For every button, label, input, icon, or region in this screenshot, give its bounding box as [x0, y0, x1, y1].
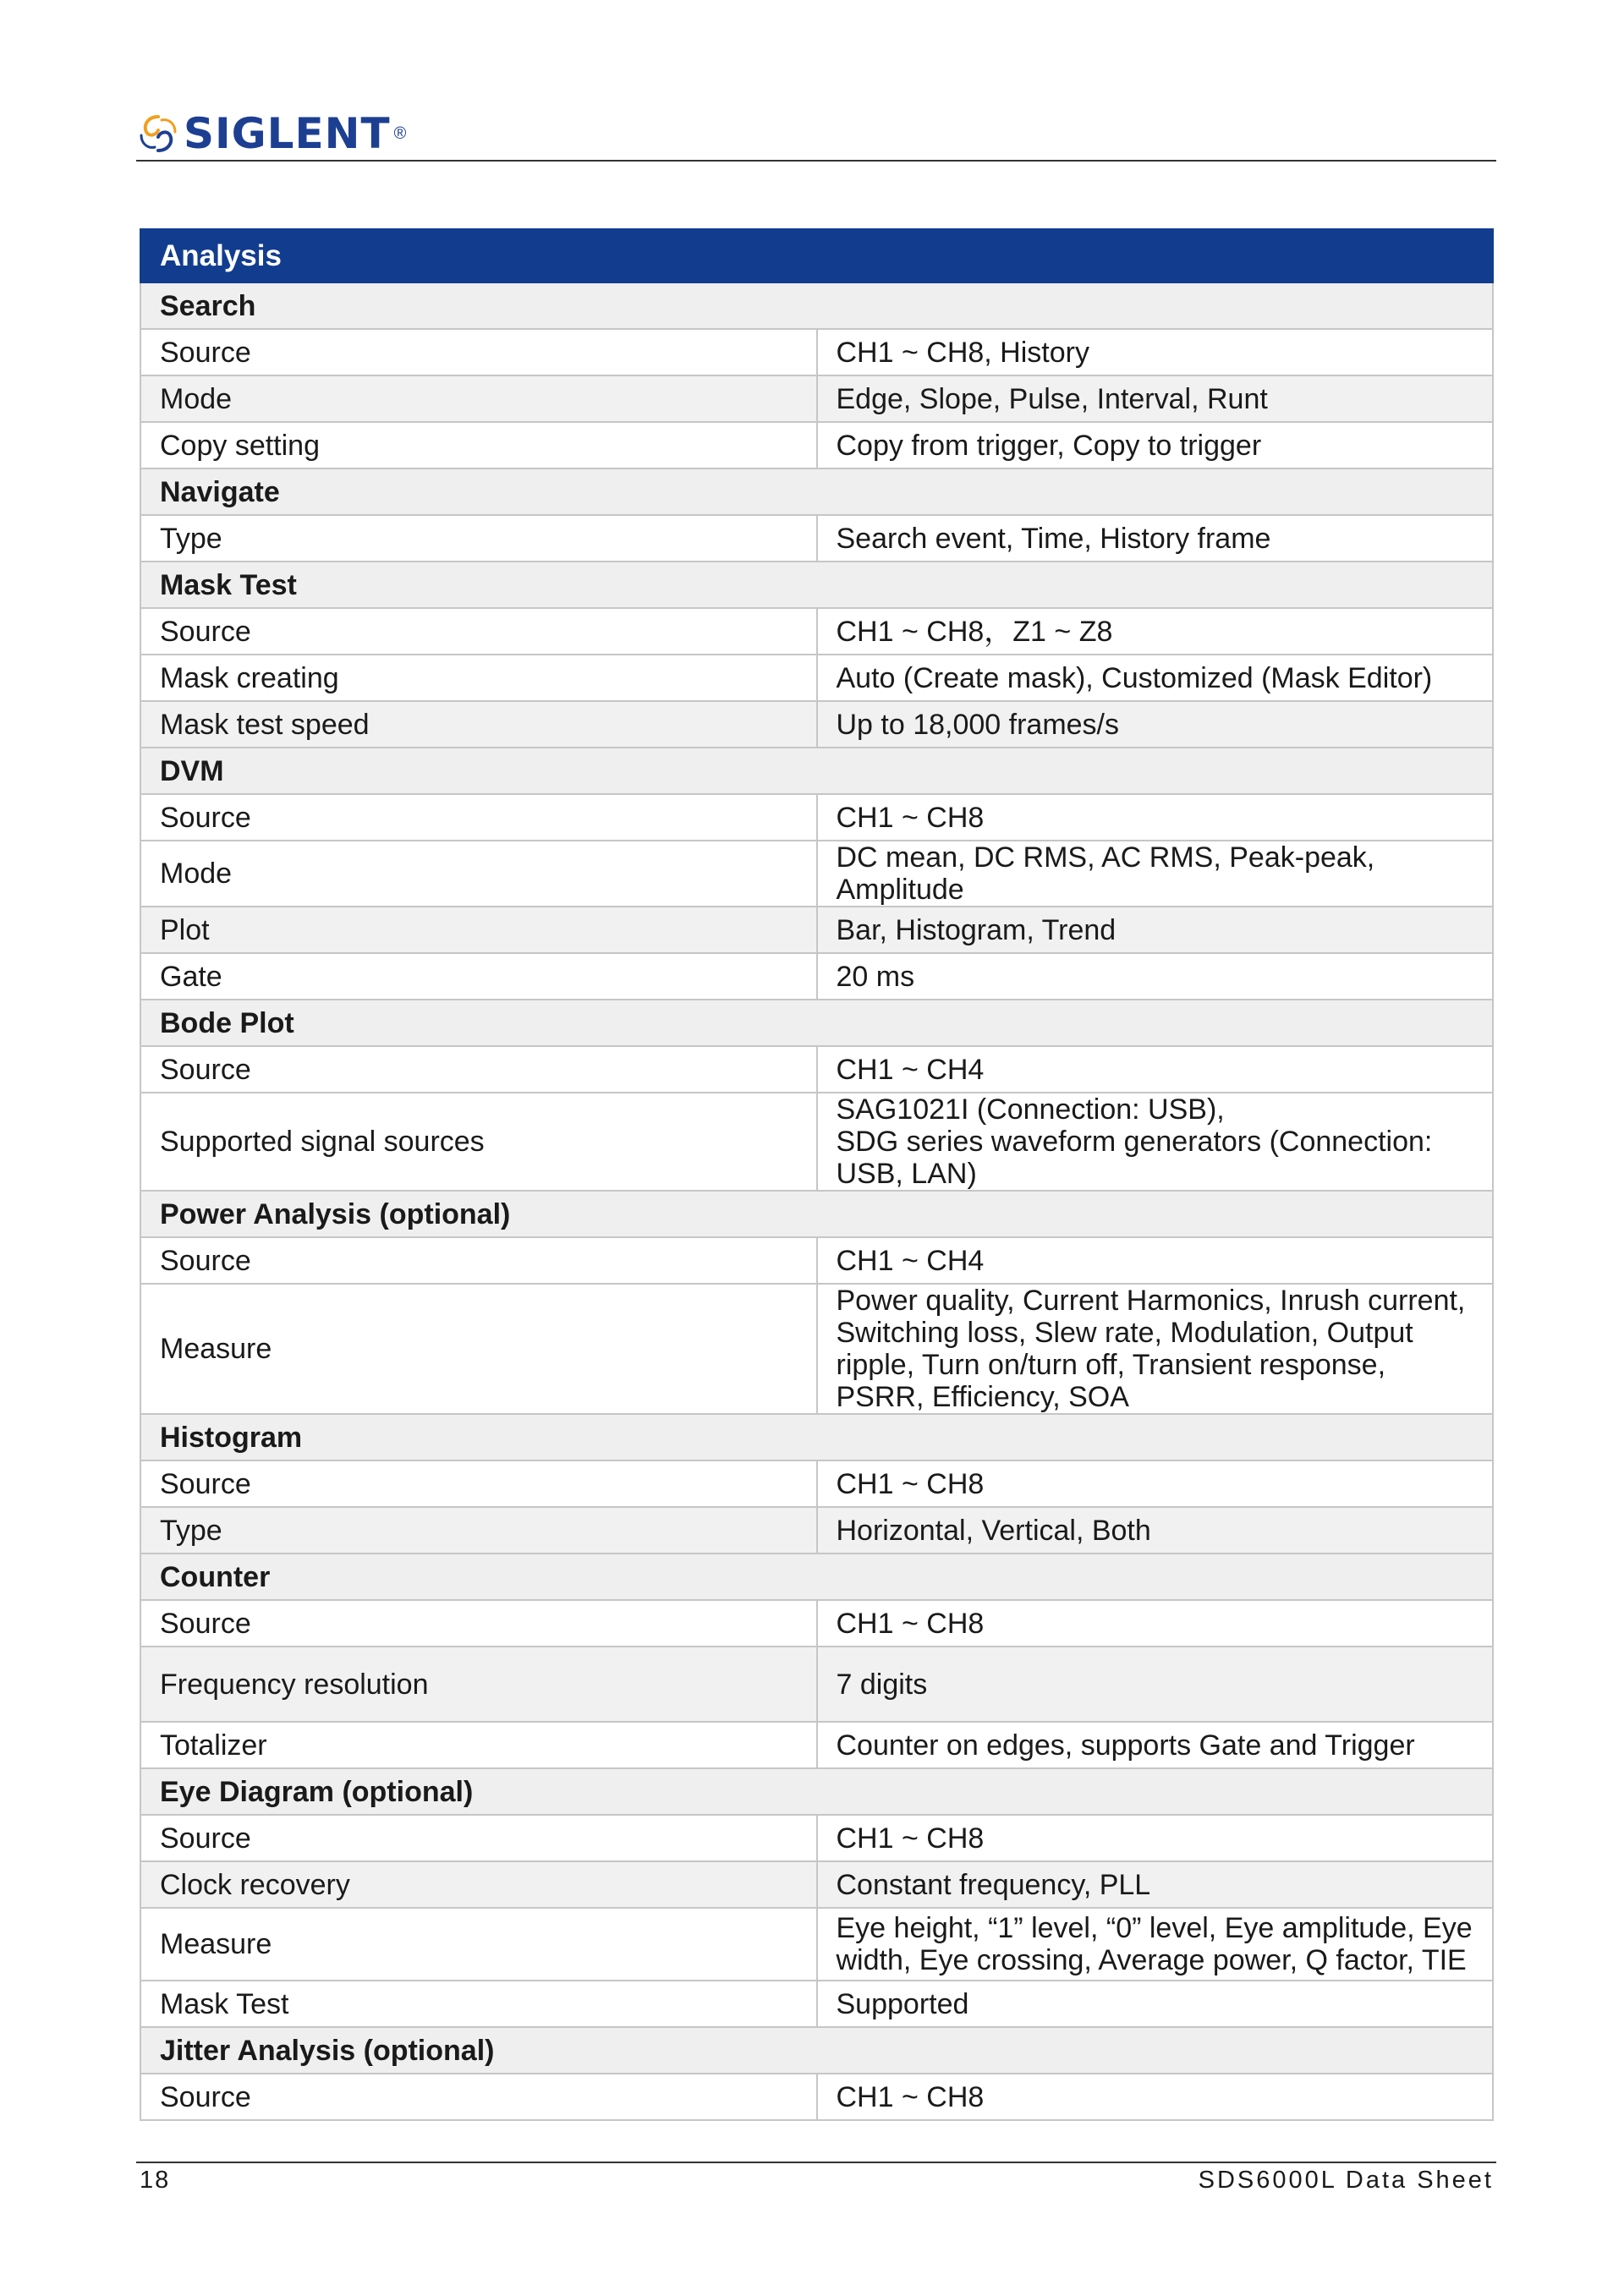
spec-value: CH1 ~ CH4 — [817, 1237, 1494, 1284]
spec-value: Search event, Time, History frame — [817, 515, 1494, 562]
siglent-swirl-icon — [138, 113, 178, 154]
spec-label: Type — [140, 515, 817, 562]
table-row — [140, 375, 1493, 422]
spec-label: Clock recovery — [140, 1861, 817, 1908]
spec-value: CH1 ~ CH8，Z1 ~ Z8 — [817, 608, 1494, 655]
table-row — [140, 2074, 1493, 2120]
spec-label: Source — [140, 1237, 817, 1284]
spec-value: CH1 ~ CH8 — [817, 1815, 1494, 1861]
section-title: Eye Diagram (optional) — [140, 1768, 1493, 1815]
section-header-row — [140, 1191, 1493, 1237]
section-title: Jitter Analysis (optional) — [140, 2027, 1493, 2074]
registered-mark: ® — [393, 123, 407, 143]
table-row — [140, 422, 1493, 469]
spec-value: Edge, Slope, Pulse, Interval, Runt — [817, 375, 1494, 422]
spec-value: Eye height, “1” level, “0” level, Eye amplitude, Eye width, Eye crossing, Average power, Q factor, TIE — [817, 1908, 1494, 1981]
spec-value: Constant frequency, PLL — [817, 1861, 1494, 1908]
table-title-row — [140, 229, 1493, 282]
spec-label: Mask Test — [140, 1981, 817, 2027]
spec-label: Copy setting — [140, 422, 817, 469]
table-row — [140, 655, 1493, 701]
siglent-logo — [138, 110, 406, 157]
spec-label: Source — [140, 1046, 817, 1093]
spec-label: Gate — [140, 953, 817, 1000]
table-row — [140, 1815, 1493, 1861]
spec-value: CH1 ~ CH8 — [817, 1460, 1494, 1507]
spec-value: Auto (Create mask), Customized (Mask Editor) — [817, 655, 1494, 701]
spec-value: CH1 ~ CH8 — [817, 1600, 1494, 1647]
header-rule — [136, 160, 1496, 162]
table-row — [140, 608, 1493, 655]
spec-value: CH1 ~ CH8 — [817, 794, 1494, 841]
spec-value: Horizontal, Vertical, Both — [817, 1507, 1494, 1553]
spec-value: 20 ms — [817, 953, 1494, 1000]
section-header-row — [140, 469, 1493, 515]
section-title: Counter — [140, 1553, 1493, 1600]
section-header-row — [140, 1000, 1493, 1046]
spec-value: Supported — [817, 1981, 1494, 2027]
section-header-row — [140, 562, 1493, 608]
logo-wordmark: SIGLENT — [184, 109, 391, 158]
section-title: Navigate — [140, 469, 1493, 515]
section-header-row — [140, 1553, 1493, 1600]
spec-label: Measure — [140, 1908, 817, 1981]
spec-label: Source — [140, 1600, 817, 1647]
section-title: DVM — [140, 748, 1493, 794]
spec-value: SAG1021I (Connection: USB), SDG series waveform generators (Connection: USB, LAN) — [817, 1093, 1494, 1191]
footer-rule — [136, 2162, 1496, 2163]
section-title: Search — [140, 282, 1493, 329]
spec-value: CH1 ~ CH4 — [817, 1046, 1494, 1093]
spec-label: Source — [140, 329, 817, 375]
table-row — [140, 1460, 1493, 1507]
spec-value: Bar, Histogram, Trend — [817, 907, 1494, 953]
spec-value: Power quality, Current Harmonics, Inrush current, Switching loss, Slew rate, Modulation, Output ripple, Turn on/turn off, Transient response, PSRR, Efficiency, SOA — [817, 1284, 1494, 1414]
section-title: Bode Plot — [140, 1000, 1493, 1046]
spec-value: Copy from trigger, Copy to trigger — [817, 422, 1494, 469]
table-row — [140, 1237, 1493, 1284]
section-title: Mask Test — [140, 562, 1493, 608]
table-row — [140, 794, 1493, 841]
table-row — [140, 907, 1493, 953]
spec-label: Source — [140, 1460, 817, 1507]
table-row — [140, 701, 1493, 748]
page-number: 18 — [140, 2167, 171, 2194]
spec-value: DC mean, DC RMS, AC RMS, Peak-peak, Amplitude — [817, 841, 1494, 907]
spec-label: Source — [140, 1815, 817, 1861]
section-title: Histogram — [140, 1414, 1493, 1460]
table-row — [140, 1908, 1493, 1981]
spec-label: Frequency resolution — [140, 1647, 817, 1722]
spec-label: Supported signal sources — [140, 1093, 817, 1191]
spec-label: Measure — [140, 1284, 817, 1414]
table-title: Analysis — [140, 229, 1493, 282]
table-row — [140, 841, 1493, 907]
section-header-row — [140, 748, 1493, 794]
spec-label: Mask creating — [140, 655, 817, 701]
spec-value: Up to 18,000 frames/s — [817, 701, 1494, 748]
section-header-row — [140, 282, 1493, 329]
table-row — [140, 1861, 1493, 1908]
table-row — [140, 1600, 1493, 1647]
table-row — [140, 1093, 1493, 1191]
spec-label: Plot — [140, 907, 817, 953]
table-row — [140, 1647, 1493, 1722]
spec-label: Mode — [140, 375, 817, 422]
analysis-spec-table — [140, 228, 1494, 2121]
spec-value: CH1 ~ CH8, History — [817, 329, 1494, 375]
section-header-row — [140, 1414, 1493, 1460]
table-row — [140, 1507, 1493, 1553]
table-row — [140, 1046, 1493, 1093]
table-row — [140, 1284, 1493, 1414]
spec-label: Totalizer — [140, 1722, 817, 1768]
spec-label: Mode — [140, 841, 817, 907]
table-row — [140, 329, 1493, 375]
spec-value: CH1 ~ CH8 — [817, 2074, 1494, 2120]
spec-value: 7 digits — [817, 1647, 1494, 1722]
table-row — [140, 1981, 1493, 2027]
section-header-row — [140, 1768, 1493, 1815]
document-name: SDS6000L Data Sheet — [1198, 2167, 1494, 2194]
spec-label: Type — [140, 1507, 817, 1553]
spec-label: Source — [140, 608, 817, 655]
spec-label: Source — [140, 794, 817, 841]
spec-value: Counter on edges, supports Gate and Trigger — [817, 1722, 1494, 1768]
table-row — [140, 515, 1493, 562]
spec-label: Mask test speed — [140, 701, 817, 748]
spec-label: Source — [140, 2074, 817, 2120]
table-row — [140, 1722, 1493, 1768]
section-title: Power Analysis (optional) — [140, 1191, 1493, 1237]
section-header-row — [140, 2027, 1493, 2074]
table-row — [140, 953, 1493, 1000]
